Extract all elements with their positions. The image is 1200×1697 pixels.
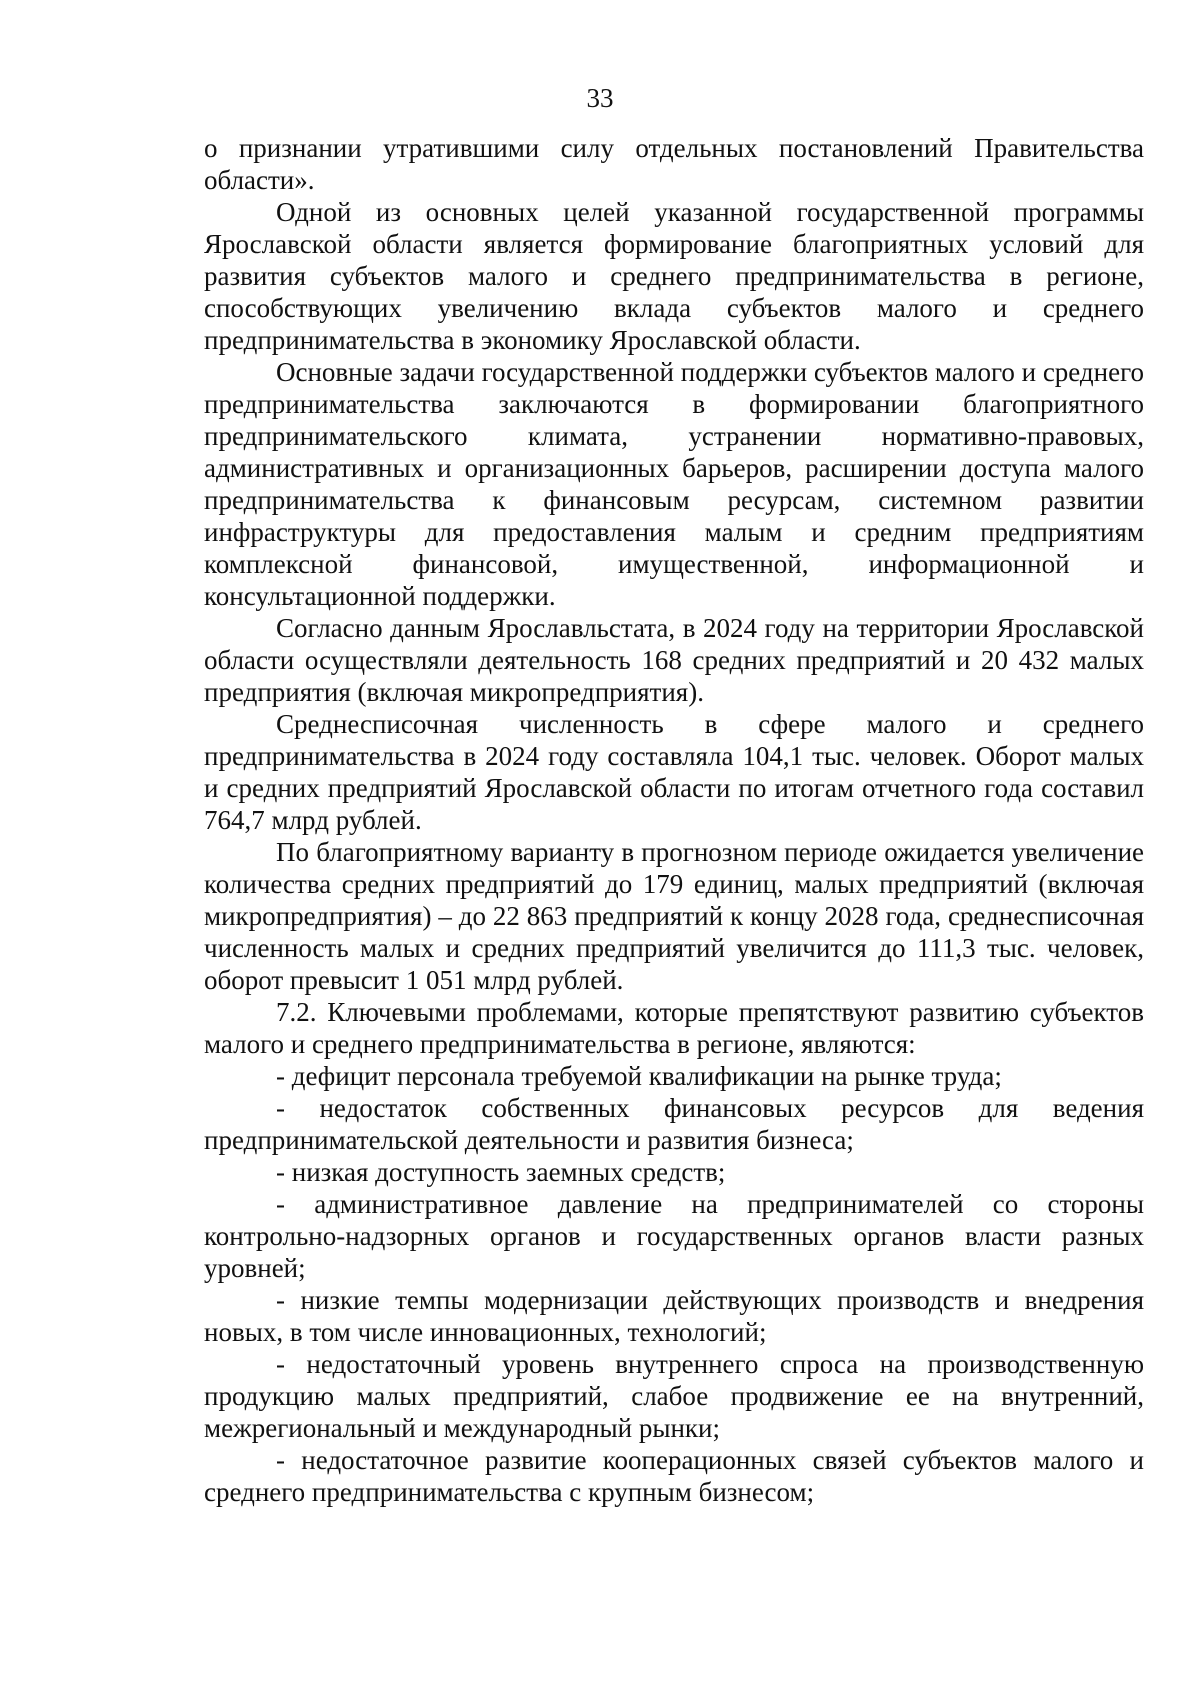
list-item-problem: - недостаточный уровень внутреннего спроса на производственную продукцию малых предприятий, слабое продвижение ее на внутренний, межрегиональный и международный рынки;: [204, 1349, 1144, 1443]
paragraph-employment: Среднесписочная численность в сфере малого и среднего предпринимательства в 2024 году составляла 104,1 тыс. человек. Оборот малых и средних предприятий Ярославской области по итогам отчетного года составил 764,7 млрд рублей.: [204, 709, 1144, 835]
list-item-problem: - низкая доступность заемных средств;: [276, 1157, 726, 1187]
list-item-problem: - низкие темпы модернизации действующих производств и внедрения новых, в том числе инновационных, технологий;: [204, 1285, 1144, 1347]
list-item-problem: - дефицит персонала требуемой квалификации на рынке труда;: [276, 1061, 1002, 1091]
paragraph-program-goal: Одной из основных целей указанной государственной программы Ярославской области является формирование благоприятных условий для развития субъектов малого и среднего предпринимательства в регионе, способствующих увеличению вклада субъектов малого и среднего предпринимательства в экономику Ярославской области.: [204, 197, 1144, 355]
list-item-problem: - административное давление на предпринимателей со стороны контрольно-надзорных органов и государственных органов власти разных уровней;: [204, 1189, 1144, 1283]
list-item-problem: - недостаток собственных финансовых ресурсов для ведения предпринимательской деятельности и развития бизнеса;: [204, 1093, 1144, 1155]
paragraph-statistics: Согласно данным Ярославльстата, в 2024 году на территории Ярославской области осуществляли деятельность 168 средних предприятий и 20 432 малых предприятия (включая микропредприятия).: [204, 613, 1144, 707]
document-body: [204, 132, 1144, 1508]
paragraph-key-problems: 7.2. Ключевыми проблемами, которые препятствуют развитию субъектов малого и среднего предпринимательства в регионе, являются:: [204, 997, 1144, 1059]
paragraph-continuation: о признании утратившими силу отдельных постановлений Правительства области».: [204, 133, 1144, 195]
page-number: 33: [586, 83, 614, 113]
list-item-problem: - недостаточное развитие кооперационных связей субъектов малого и среднего предпринимательства с крупным бизнесом;: [204, 1445, 1144, 1507]
paragraph-support-tasks: Основные задачи государственной поддержки субъектов малого и среднего предпринимательства заключаются в формировании благоприятного предпринимательского климата, устранении нормативно-правовых, административных и организационных барьеров, расширении доступа малого предпринимательства к финансовым ресурсам, системном развитии инфраструктуры для предоставления малым и средним предприятиям комплексной финансовой, имущественной, информационной и консультационной поддержки.: [204, 357, 1144, 611]
paragraph-forecast: По благоприятному варианту в прогнозном периоде ожидается увеличение количества средних предприятий до 179 единиц, малых предприятий (включая микропредприятия) – до 22 863 предприятий к концу 2028 года, среднесписочная численность малых и средних предприятий увеличится до 111,3 тыс. человек, оборот превысит 1 051 млрд рублей.: [204, 837, 1144, 995]
